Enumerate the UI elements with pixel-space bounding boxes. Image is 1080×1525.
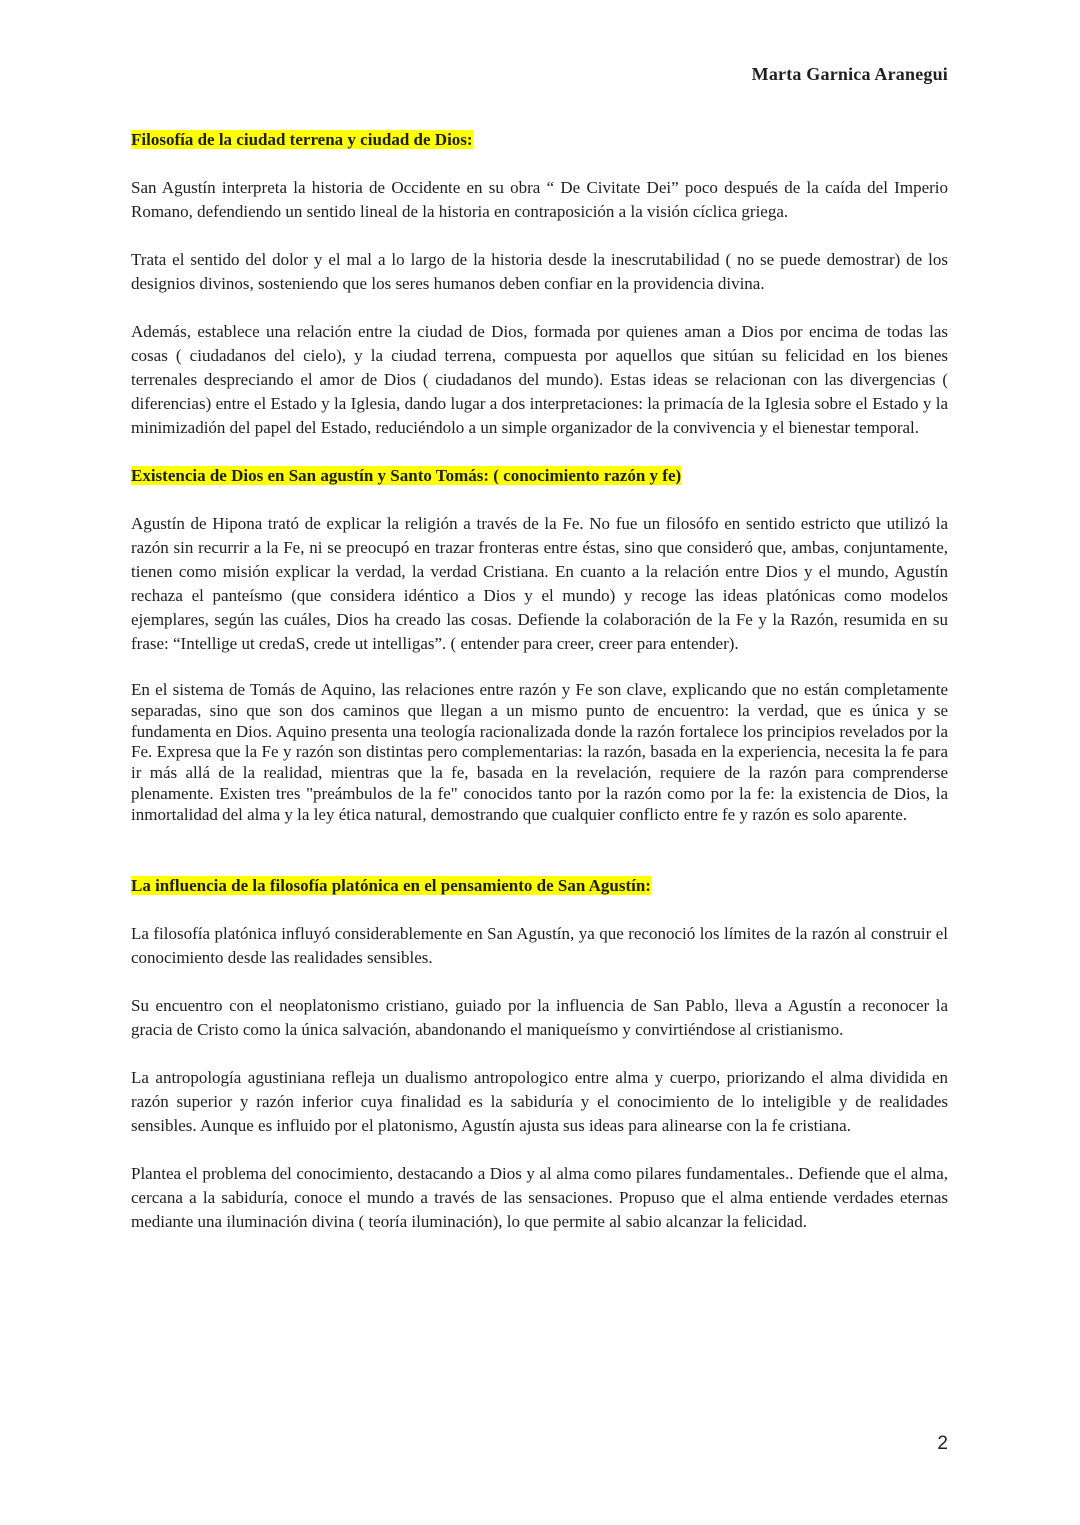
paragraph: En el sistema de Tomás de Aquino, las relaciones entre razón y Fe son clave, explicando que no están completamente separadas, sino que son dos caminos que llegan a un mismo punto de encuentro: la verdad, que es única y se fundamenta en Dios. Aquino presenta una teología racionalizada donde la razón fortalece los principios revelados por la Fe. Expresa que la Fe y razón son distintas pero complementarias: la razón, basada en la experiencia, necesita la fe para ir más allá de la realidad, mientras que la fe, basada en la revelación, requiere de la razón para comprenderse plenamente. Existen tres "preámbulos de la fe" conocidos tanto por la razón como por la fe: la existencia de Dios, la inmortalidad del alma y la ley ética natural, demostrando que cualquier conflicto entre fe y razón es solo aparente. — [131, 680, 948, 824]
page-number: 2 — [937, 1433, 948, 1454]
highlighted-heading-text: La influencia de la filosofía platónica en el pensamiento de San Agustín: — [131, 875, 651, 895]
section-heading-ciudad — [131, 128, 948, 152]
paragraph: San Agustín interpreta la historia de Occidente en su obra “ De Civitate Dei” poco después de la caída del Imperio Romano, defendiendo un sentido lineal de la historia en contraposición a la visión cíclica griega. — [131, 178, 948, 221]
paragraph: La filosofía platónica influyó considerablemente en San Agustín, ya que reconoció los límites de la razón al construir el conocimiento desde las realidades sensibles. — [131, 923, 948, 967]
paragraph: Trata el sentido del dolor y el mal a lo largo de la historia desde la inescrutabilidad ( no se puede demostrar) de los designios divinos, sosteniendo que los seres humanos deben confiar en la providencia divina. — [131, 250, 948, 293]
document-body — [131, 128, 948, 1258]
section-heading-existencia-dios — [131, 464, 948, 488]
paragraph: Además, establece una relación entre la ciudad de Dios, formada por quienes aman a Dios por encima de todas las cosas ( ciudadanos del cielo), y la ciudad terrena, compuesta por aquellos que sitúan su felicidad en los bienes terrenales despreciando el amor de Dios ( ciudadanos del mundo). Estas ideas se relacionan con las divergencias ( diferencias) entre el Estado y la Iglesia, dando lugar a dos interpretaciones: la primacía de la Iglesia sobre el Estado y la minimizadión del papel del Estado, reduciéndolo a un simple organizador de la convivencia y el bienestar temporal. — [131, 322, 948, 437]
author-name: Marta Garnica Aranegui — [751, 64, 948, 84]
paragraph: Plantea el problema del conocimiento, destacando a Dios y al alma como pilares fundamentales.. Defiende que el alma, cercana a la sabiduría, conoce el mundo a través de las sensaciones. Propuso que el alma entiende verdades eternas mediante una iluminación divina ( teoría iluminación), lo que permite al sabio alcanzar la felicidad. — [131, 1163, 948, 1231]
highlighted-heading-text: Filosofía de la ciudad terrena y ciudad de Dios: — [131, 130, 473, 149]
section-heading-influencia-platonica — [131, 874, 948, 898]
paragraph: Agustín de Hipona trató de explicar la religión a través de la Fe. No fue un filosófo en sentido estricto que utilizó la razón sin recurrir a la Fe, ni se preocupó en trazar fronteras entre éstas, sino que consideró que, ambas, conjuntamente, tienen como misión explicar la verdad, la verdad Cristiana. En cuanto a la relación entre Dios y el mundo, Agustín rechaza el panteísmo (que considera idéntico a Dios y el mundo) y recoge las ideas platónicas como modelos ejemplares, según las cuáles, Dios ha creado las cosas. Defiende la colaboración de la Fe y la Razón, resumida en su frase: “Intellige ut credaS, crede ut intelligas”. ( entender para creer, creer para entender). — [131, 514, 948, 653]
paragraph: Su encuentro con el neoplatonismo cristiano, guiado por la influencia de San Pablo, lleva a Agustín a reconocer la gracia de Cristo como la única salvación, abandonando el maniqueísmo y convirtiéndose al cristianismo. — [131, 995, 948, 1039]
highlighted-heading-text: Existencia de Dios en San agustín y Santo Tomás: ( conocimiento razón y fe) — [131, 466, 682, 485]
paragraph: La antropología agustiniana refleja un dualismo antropologico entre alma y cuerpo, priorizando el alma dividida en razón superior y razón inferior cuya finalidad es la sabiduría y el conocimiento de lo inteligible y de realidades sensibles. Aunque es influido por el platonismo, Agustín ajusta sus ideas para alinearse con la fe cristiana. — [131, 1067, 948, 1135]
